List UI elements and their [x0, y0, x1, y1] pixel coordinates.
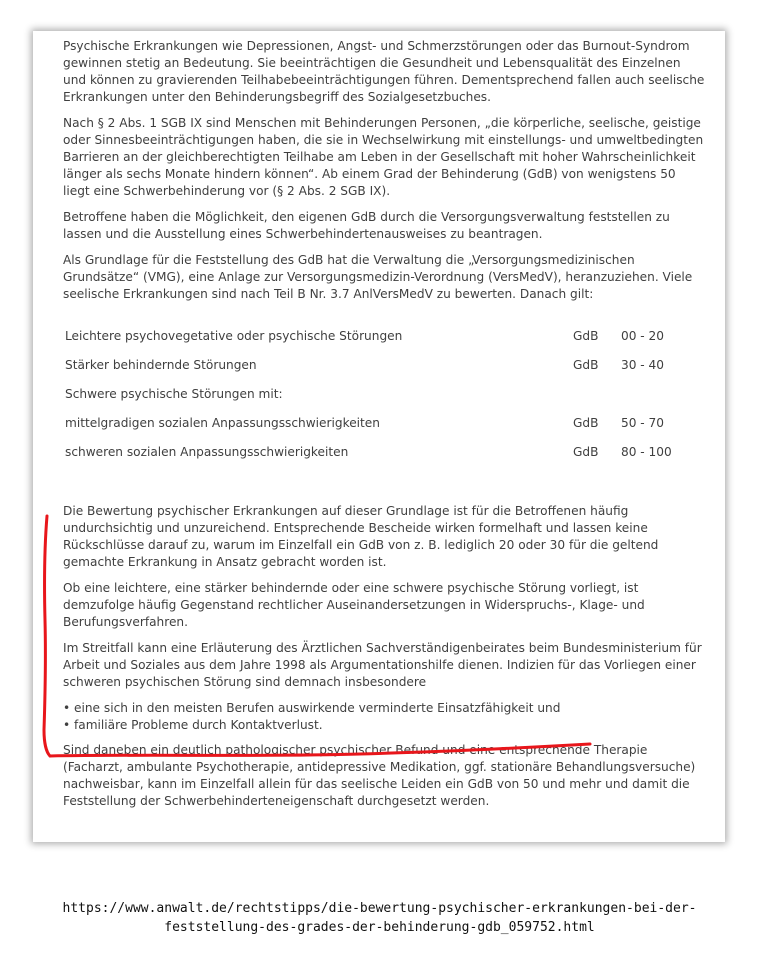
intro-paragraph-3: Betroffene haben die Möglichkeit, den eigenen GdB durch die Versorgungsverwaltung feststellen zu lassen und die Ausstellung eines Schwerbehindertenausweises zu beantragen.: [63, 210, 670, 241]
table-cell-range: 50 - 70: [621, 416, 664, 430]
final-paragraph: Sind daneben ein deutlich pathologischer psychischer Befund und eine entsprechende Therapie (Facharzt, ambulante Psychotherapie, antidepressive Medikation, ggf. stationäre Behandlungsversuche) nachweisbar, kann im Einzelfall allein für das seelische Leiden ein GdB von 50 und mehr und damit die Feststellung der Schwerbehinderteneigenschaft durchgesetzt werden.: [63, 743, 696, 808]
table-cell-unit: GdB: [573, 358, 599, 372]
table-cell-range: 30 - 40: [621, 358, 664, 372]
table-cell-label: Schwere psychische Störungen mit:: [65, 387, 283, 401]
list-item: • familiäre Probleme durch Kontaktverlust.: [63, 718, 323, 732]
list-item: • eine sich in den meisten Berufen auswirkende verminderte Einsatzfähigkeit und: [63, 701, 561, 715]
table-cell-unit: GdB: [573, 416, 599, 430]
table-cell-range: 00 - 20: [621, 329, 664, 343]
table-cell-label: Leichtere psychovegetative oder psychische Störungen: [65, 329, 403, 343]
marked-paragraph-2: Ob eine leichtere, eine stärker behindernde oder eine schwere psychische Störung vorliegt, ist demzufolge häufig Gegenstand rechtlicher Auseinandersetzungen in Widerspruchs-, Klage- und Berufungsverfahren.: [63, 581, 645, 629]
marked-paragraph-3: Im Streitfall kann eine Erläuterung des Ärztlichen Sachverständigenbeirates beim Bundesministerium für Arbeit und Soziales aus dem Jahre 1998 als Argumentationshilfe dienen. Indizien für das Vorliegen einer schweren psychischen Störung sind demnach insbesondere: [63, 641, 702, 689]
source-url[interactable]: https://www.anwalt.de/rechtstipps/die-bewertung-psychischer-erkrankungen-bei-der- feststellung-des-grades-der-behinderung-gdb_059752.html: [62, 901, 697, 935]
table-cell-label: mittelgradigen sozialen Anpassungsschwierigkeiten: [65, 416, 380, 430]
red-underline-stroke: [50, 744, 590, 756]
intro-paragraph-1: Psychische Erkrankungen wie Depressionen, Angst- und Schmerzstörungen oder das Burnout-Syndrom gewinnen stetig an Bedeutung. Sie beeinträchtigen die Gesundheit und Lebensqualität des Einzelnen und können zu gravierenden Teilhabebeeinträchtigungen führen. Dementsprechend fallen auch seelische Erkrankungen unter den Behinderungsbegriff des Sozialgesetzbuches.: [63, 39, 705, 104]
table-cell-unit: GdB: [573, 329, 599, 343]
marked-paragraph-1: Die Bewertung psychischer Erkrankungen auf dieser Grundlage ist für die Betroffenen häufig undurchsichtig und unzureichend. Entsprechende Bescheide wirken formelhaft und lassen keine Rückschlüsse darauf zu, warum im Einzelfall ein GdB von z. B. lediglich 20 oder 30 für die geltend gemachte Erkrankung in Ansatz gebracht worden ist.: [63, 504, 659, 569]
table-cell-unit: GdB: [573, 445, 599, 459]
table-cell-label: Stärker behindernde Störungen: [65, 358, 257, 372]
red-bracket-line: [44, 516, 50, 756]
table-cell-label: schweren sozialen Anpassungsschwierigkeiten: [65, 445, 349, 459]
intro-paragraph-2: Nach § 2 Abs. 1 SGB IX sind Menschen mit Behinderungen Personen, „die körperliche, seelische, geistige oder Sinnesbeeinträchtigungen haben, die sie in Wechselwirkung mit einstellungs- und umweltbedingten Barrieren an der gleichberechtigten Teilhabe am Leben in der Gesellschaft mit hoher Wahrscheinlichkeit länger als sechs Monate hindern können“. Ab einem Grad der Behinderung (GdB) von wenigstens 50 liegt eine Schwerbehinderung vor (§ 2 Abs. 2 SGB IX).: [63, 116, 704, 198]
intro-paragraph-4: Als Grundlage für die Feststellung des GdB hat die Verwaltung die „Versorgungsmedizinischen Grundsätze“ (VMG), eine Anlage zur Versorgungsmedizin-Verordnung (VersMedV), heranzuziehen. Viele seelische Erkrankungen sind nach Teil B Nr. 3.7 AnlVersMedV zu bewerten. Danach gilt:: [63, 253, 693, 301]
table-cell-range: 80 - 100: [621, 445, 672, 459]
